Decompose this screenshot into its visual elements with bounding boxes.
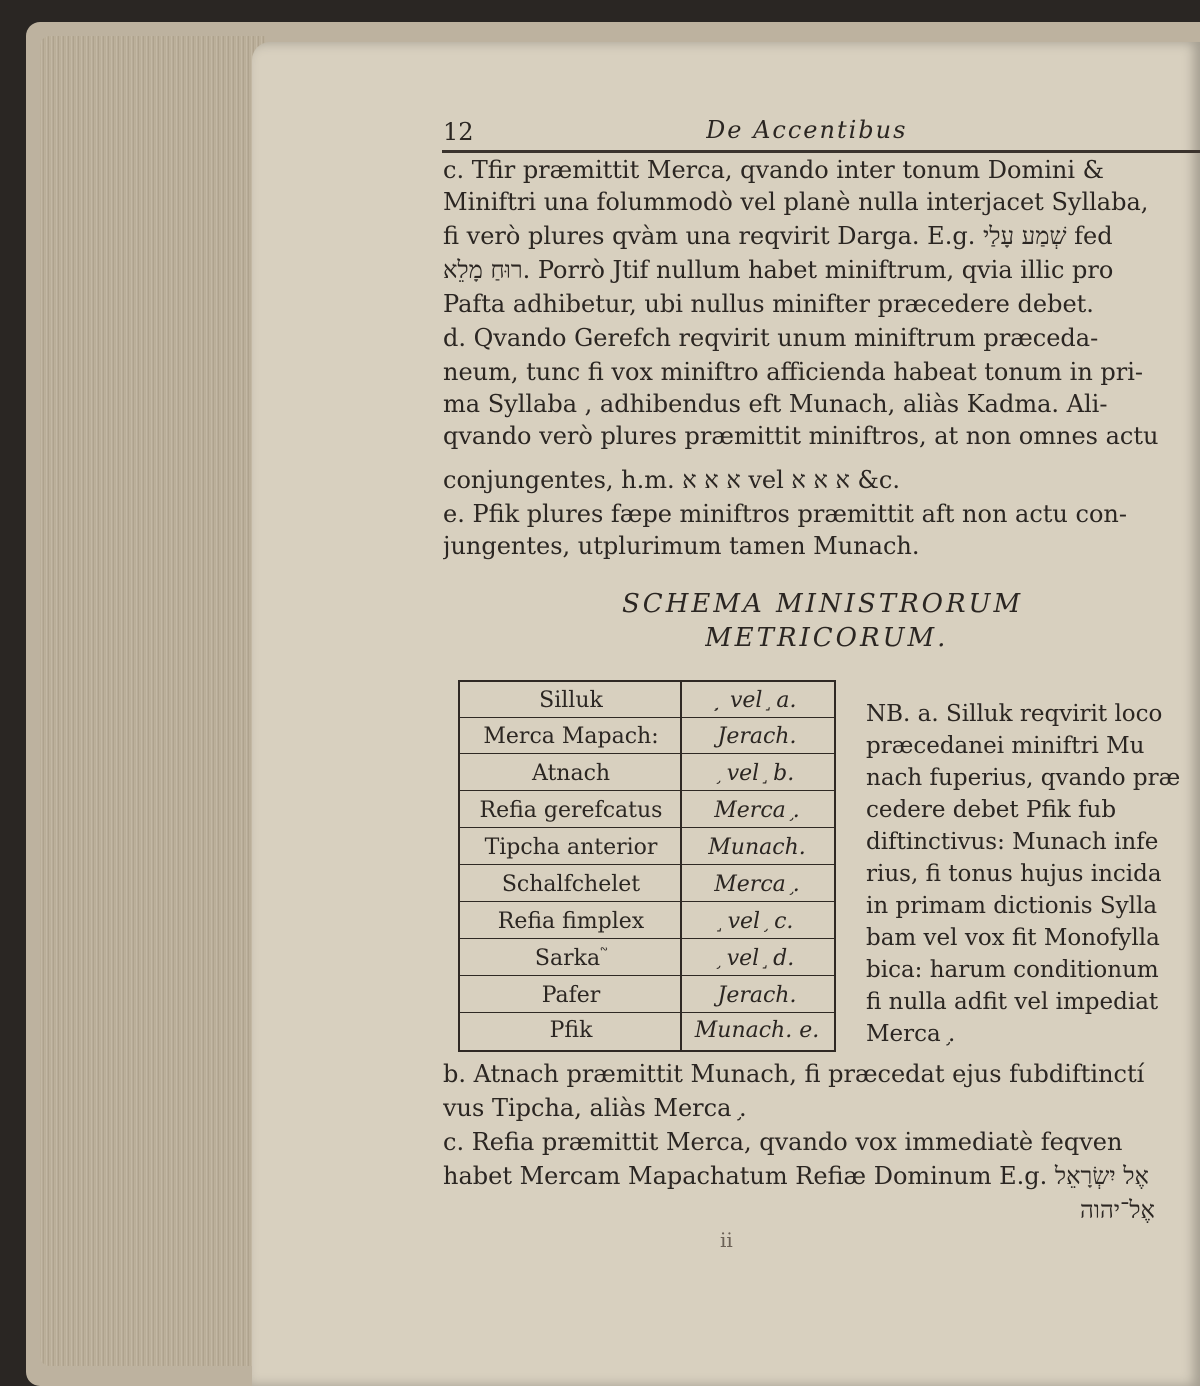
nb-line: bica: harum conditionum xyxy=(866,957,1159,983)
body-line: ma Syllaba , adhibendus eft Munach, aliàs Kadma. Ali- xyxy=(443,390,1108,418)
table-cell-minister: Merca ֥. xyxy=(714,798,800,823)
nb-line: præcedanei miniftri Mu xyxy=(866,733,1145,759)
body-line: vus Tipcha, aliàs Merca ֥. xyxy=(443,1094,747,1122)
nb-line: bam vel vox fit Monofylla xyxy=(866,925,1160,951)
table-cell-accent: Schalfchelet xyxy=(501,872,641,897)
table-mid-rule xyxy=(680,680,682,1052)
table-cell-accent: Silluk xyxy=(539,688,603,713)
table-cell-minister: Jerach. xyxy=(717,983,797,1008)
table-cell-minister: ֽ ֥ vel ֣ a. xyxy=(717,688,797,713)
body-line: d. Qvando Gerefch reqvirit unum miniftrum præceda- xyxy=(443,324,1099,352)
nb-line: rius, fi tonus hujus incida xyxy=(866,861,1162,887)
body-line: e. Pfik plures fæpe miniftros præmittit aft non actu con- xyxy=(443,500,1127,528)
schema-title: SCHEMA MINISTRORUM xyxy=(622,589,1024,619)
table-cell-accent: Refia gerefcatus xyxy=(479,798,663,823)
table-right-rule xyxy=(834,680,836,1052)
body-line: Pafta adhibetur, ubi nullus minifter præcedere debet. xyxy=(443,290,1094,318)
ministers-table xyxy=(458,680,836,1052)
nb-line: fi nulla adfit vel impediat xyxy=(866,989,1159,1015)
table-cell-minister: Munach. xyxy=(708,835,806,860)
nb-line: Merca ֥. xyxy=(866,1021,956,1047)
table-cell-minister: Merca ֥. xyxy=(714,872,800,897)
body-line: c. Tfir præmittit Merca, qvando inter tonum Domini & xyxy=(443,156,1104,184)
nb-line: diftinctivus: Munach infe xyxy=(866,829,1159,855)
table-cell-accent: Atnach xyxy=(531,761,611,786)
body-line: Miniftri una folummodò vel planè nulla interjacet Syllaba, xyxy=(443,188,1149,216)
body-line: qvando verò plures præmittit miniftros, at non omnes actu xyxy=(443,422,1159,450)
schema-subtitle: METRICORUM. xyxy=(705,623,949,653)
table-cell-accent: Tipcha anterior xyxy=(484,835,658,860)
table-left-rule xyxy=(458,680,460,1052)
table-cell-accent: Pafer xyxy=(541,983,601,1008)
page-number: 12 xyxy=(443,118,474,146)
page-edges xyxy=(40,36,265,1366)
body-line: b. Atnach præmittit Munach, fi præcedat ejus fubdiftinctí xyxy=(443,1060,1145,1088)
table-cell-accent: Refia fimplex xyxy=(497,909,645,934)
table-cell-accent: Merca Mapach: xyxy=(483,724,659,749)
nb-line: cedere debet Pfik fub xyxy=(866,797,1117,823)
table-cell-minister: ֥ vel ֣ b. xyxy=(719,761,795,786)
table-cell-minister: Jerach. xyxy=(717,724,797,749)
nb-line: NB. a. Silluk reqvirit loco xyxy=(866,701,1163,727)
body-line: רוּחַ מָלֵא. Porrò Jtif nullum habet miniftrum, qvia illic pro xyxy=(443,256,1114,284)
body-line: habet Mercam Mapachatum Refiæ Dominum E.g. אֶל יִשְׂרָאֵל xyxy=(443,1162,1149,1190)
header-rule xyxy=(442,150,1200,153)
body-line: c. Refia præmittit Merca, qvando vox immediatè feqven xyxy=(443,1128,1123,1156)
table-bottom-rule xyxy=(458,1050,836,1052)
table-cell-minister: Munach. e. xyxy=(694,1018,820,1043)
nb-line: in primam dictionis Sylla xyxy=(866,893,1158,919)
body-line: neum, tunc fi vox miniftro afficienda habeat tonum in pri- xyxy=(443,358,1144,386)
table-cell-minister: ֣ vel ֥ c. xyxy=(720,909,794,934)
nb-line: nach fuperius, qvando præ xyxy=(866,765,1181,791)
table-cell-accent: Sarka ֮ xyxy=(534,946,608,971)
body-line: fi verò plures qvàm una reqvirit Darga. E.g. שְׁמַע עָלַי fed xyxy=(443,222,1113,250)
signature-mark: ii xyxy=(720,1228,733,1252)
hebrew-example: אֶל־יהוה xyxy=(1080,1196,1155,1224)
body-line: jungentes, utplurimum tamen Munach. xyxy=(443,532,920,560)
running-head: De Accentibus xyxy=(706,116,908,144)
table-cell-accent: Pfik xyxy=(549,1018,593,1043)
table-cell-minister: ֥ vel ֣ d. xyxy=(719,946,795,971)
body-line: conjungentes, h.m. א א א vel א א א &c. xyxy=(443,466,900,494)
table-top-rule xyxy=(458,680,836,682)
